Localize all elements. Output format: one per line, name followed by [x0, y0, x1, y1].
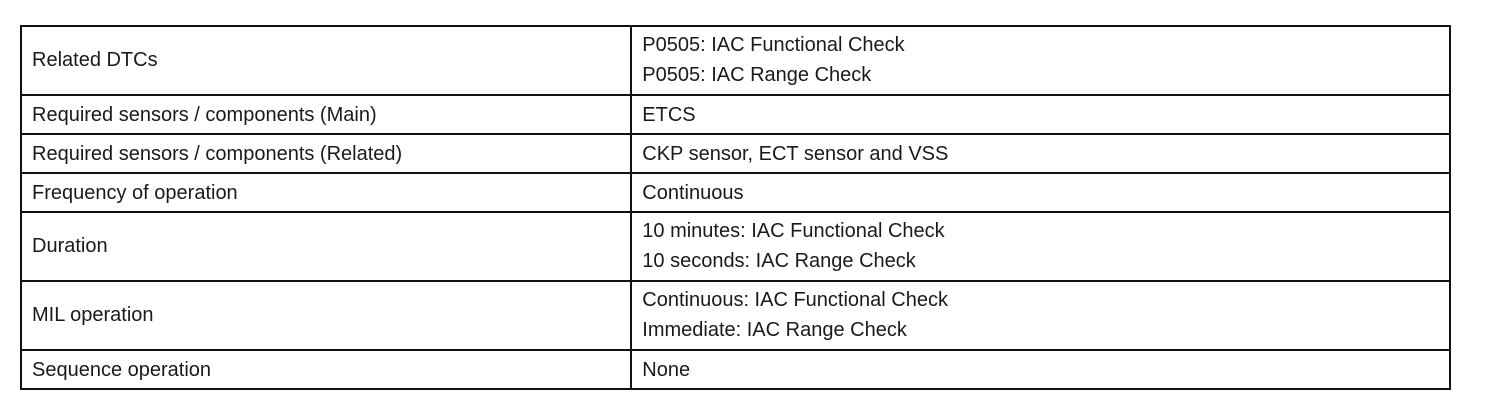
- table-row-duration: [21, 212, 1450, 281]
- table-row-mil-operation: [21, 281, 1450, 350]
- value-line: None: [642, 358, 691, 381]
- row-value: [631, 173, 1450, 212]
- row-value: [631, 134, 1450, 173]
- value-line: 10 minutes: IAC Functional Check: [642, 220, 945, 242]
- row-label: MIL operation: [21, 281, 631, 350]
- value-line: Continuous: [642, 181, 744, 204]
- row-label: Sequence operation: [21, 350, 631, 389]
- row-value: [631, 26, 1450, 95]
- value-line: P0505: IAC Functional Check: [642, 34, 905, 56]
- monitor-specification-table: [20, 25, 1451, 390]
- row-label: Required sensors / components (Main): [21, 95, 631, 134]
- row-label: Duration: [21, 212, 631, 281]
- row-value: [631, 281, 1450, 350]
- table-row-related-dtcs: [21, 26, 1450, 95]
- row-value: [631, 95, 1450, 134]
- table-row-frequency: [21, 173, 1450, 212]
- value-line: ETCS: [642, 103, 696, 126]
- value-line: Continuous: IAC Functional Check: [642, 289, 948, 311]
- value-line: 10 seconds: IAC Range Check: [642, 250, 916, 272]
- row-label: Required sensors / components (Related): [21, 134, 631, 173]
- row-value: [631, 350, 1450, 389]
- row-label: Related DTCs: [21, 26, 631, 95]
- row-value: [631, 212, 1450, 281]
- table-row-required-related: [21, 134, 1450, 173]
- value-line: CKP sensor, ECT sensor and VSS: [642, 142, 949, 165]
- table-row-sequence-operation: [21, 350, 1450, 389]
- table-row-required-main: [21, 95, 1450, 134]
- row-label: Frequency of operation: [21, 173, 631, 212]
- value-line: Immediate: IAC Range Check: [642, 319, 907, 341]
- value-line: P0505: IAC Range Check: [642, 64, 872, 86]
